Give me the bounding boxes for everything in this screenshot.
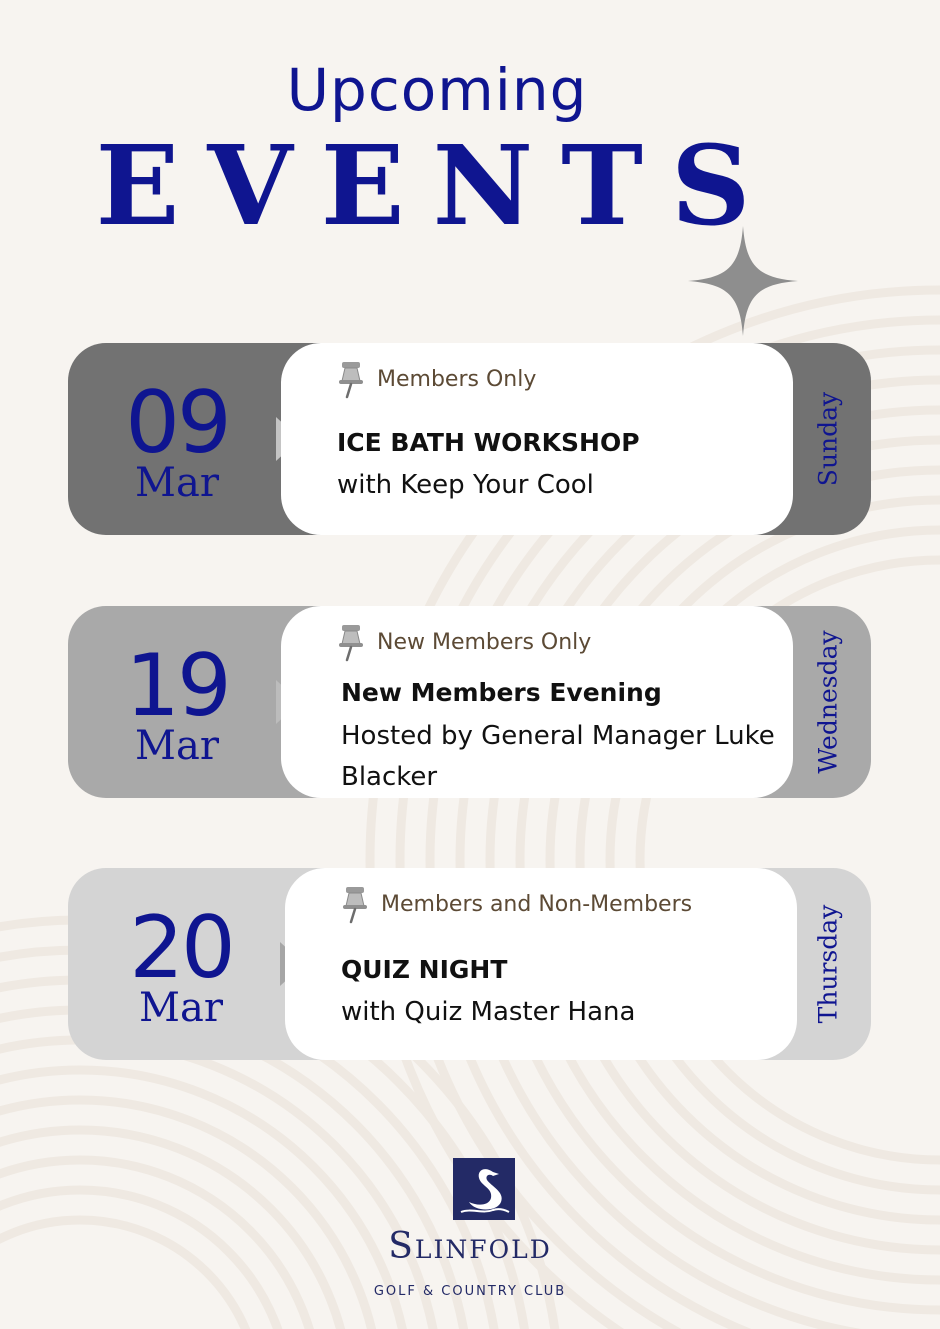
event-day: 20 — [129, 898, 233, 998]
brand-name: Slinfold — [388, 1226, 552, 1267]
event-weekday — [803, 343, 853, 535]
heading-upcoming: Upcoming — [286, 56, 588, 124]
event-subtitle: with Keep Your Cool — [337, 470, 594, 500]
event-title: ICE BATH WORKSHOP — [337, 428, 640, 457]
brand-tagline: GOLF & COUNTRY CLUB — [373, 1284, 567, 1299]
event-details — [281, 343, 793, 535]
event-audience: Members and Non-Members — [381, 892, 693, 917]
event-title: New Members Evening — [341, 678, 662, 707]
event-weekday-label: Wednesday — [813, 630, 843, 774]
pushpin-icon — [333, 359, 369, 399]
event-details — [285, 868, 797, 1060]
event-card-new-members[interactable] — [68, 606, 871, 798]
pushpin-icon — [333, 622, 369, 662]
event-subtitle: with Quiz Master Hana — [341, 997, 636, 1027]
swan-logo-icon — [453, 1158, 515, 1220]
event-weekday-label: Thursday — [813, 904, 843, 1024]
pushpin-icon — [337, 884, 373, 924]
event-subtitle: Hosted by General Manager Luke Blacker — [341, 721, 775, 792]
event-weekday-label: Sunday — [813, 391, 843, 487]
event-day: 09 — [125, 373, 229, 473]
event-date — [68, 868, 294, 1060]
heading-events: EVENTS — [95, 121, 779, 250]
event-card-quiz-night[interactable] — [68, 868, 871, 1060]
event-date — [68, 343, 286, 535]
event-audience: New Members Only — [377, 630, 592, 655]
sparkle-icon — [688, 226, 798, 336]
event-month: Mar — [139, 985, 223, 1031]
event-card-ice-bath[interactable] — [68, 343, 871, 535]
event-month: Mar — [135, 723, 219, 769]
event-title: QUIZ NIGHT — [341, 955, 508, 984]
event-date — [68, 606, 286, 798]
event-weekday — [803, 606, 853, 798]
event-day: 19 — [125, 636, 229, 736]
event-month: Mar — [135, 460, 219, 506]
event-details — [281, 606, 793, 798]
event-weekday — [803, 868, 853, 1060]
event-audience: Members Only — [377, 367, 537, 392]
